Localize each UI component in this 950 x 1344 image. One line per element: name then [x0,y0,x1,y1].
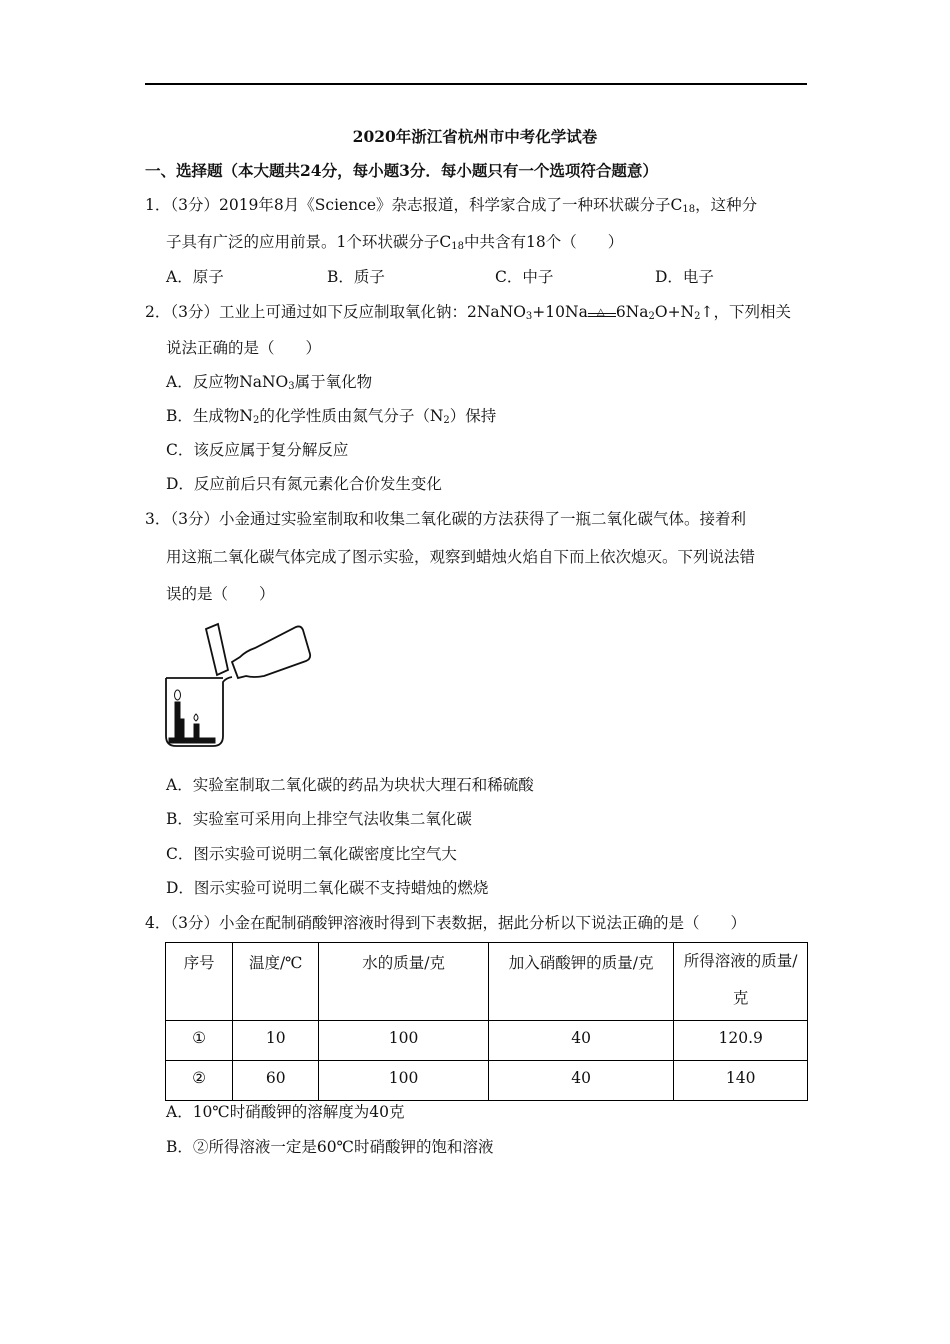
q4-option-b: B．②所得溶液一定是60℃时硝酸钾的饱和溶液 [166,1138,494,1156]
gas-jar-icon [206,624,310,678]
header-water-mass: 水的质量/克 [319,943,489,1021]
candle-icon [169,690,215,743]
row1-solution-mass: 120.9 [674,1021,808,1061]
q1-stem-line1: 1．（3分）2019年8月《Science》杂志报道，科学家合成了一种环状碳分子$C_{18}$，这种分 [145,196,758,215]
row2-kno3-mass: 40 [488,1061,673,1101]
row1-water-mass: 100 [319,1021,489,1061]
table-row [166,1061,808,1101]
co2-candle-experiment-figure [160,618,340,753]
q1-option-a: A．原子 [166,268,224,286]
q3-option-b: B．实验室可采用向上排空气法收集二氧化碳 [166,810,472,828]
table-row [166,1021,808,1061]
row1-kno3-mass: 40 [488,1021,673,1061]
row2-solution-mass: 140 [674,1061,808,1101]
q3-option-a: A．实验室制取二氧化碳的药品为块状大理石和稀硫酸 [166,776,534,794]
row2-temperature: 60 [233,1061,319,1101]
q3-stem-line2: 用这瓶二氧化碳气体完成了图示实验，观察到蜡烛火焰自下而上依次熄灭。下列说法错 [166,548,756,566]
section-heading: 一、选择题（本大题共24分，每小题3分．每小题只有一个选项符合题意） [145,161,658,180]
q1-option-c: C．中子 [495,268,554,286]
q1-option-b: B．质子 [327,268,385,286]
row1-index: ① [166,1021,233,1061]
exam-title: 2020年浙江省杭州市中考化学试卷 [352,127,598,146]
q1-option-d: D．电子 [655,268,714,286]
solubility-data-table [165,942,808,1101]
q2-option-a: A．反应物NaNO$_3$属于氧化物 [166,373,373,392]
header-solution-mass: 所得溶液的质量/ 克 [674,943,808,1021]
row1-temperature: 10 [233,1021,319,1061]
header-kno3-mass: 加入硝酸钾的质量/克 [488,943,673,1021]
q3-stem-line1: 3．（3分）小金通过实验室制取和收集二氧化碳的方法获得了一瓶二氧化碳气体。接着利 [145,510,746,528]
q2-option-d: D．反应前后只有氮元素化合价发生变化 [166,475,442,493]
row2-water-mass: 100 [319,1061,489,1101]
q2-option-b: B．生成物$N_2$的化学性质由氮气分子$(N_2)$保持 [166,407,497,426]
header-index: 序号 [166,943,233,1021]
q4-option-a: A．10℃时硝酸钾的溶解度为40克 [166,1103,405,1121]
q3-stem-line3: 误的是（ ） [166,585,275,603]
table-header-row [166,943,808,1021]
row2-index: ② [166,1061,233,1101]
q4-stem-line1: 4．（3分）小金在配制硝酸钾溶液时得到下表数据，据此分析以下说法正确的是（ ） [145,914,746,932]
q1-stem-line2: 子具有广泛的应用前景。1个环状碳分子$C_{18}$中共含有18个（ ） [166,233,624,252]
heating-condition: △ [588,304,616,317]
q2-option-c: C．该反应属于复分解反应 [166,441,349,459]
q3-option-c: C．图示实验可说明二氧化碳密度比空气大 [166,845,457,863]
q3-option-d: D．图示实验可说明二氧化碳不支持蜡烛的燃烧 [166,879,489,897]
q2-stem-line2: 说法正确的是（ ） [166,339,322,357]
header-rule [145,83,807,85]
q2-stem-line1: 2．（3分）工业上可通过如下反应制取氧化钠：2NaNO$_3$+10Na △ $6Na_2O+N_2↑$，下列相关 [145,303,791,322]
header-temperature: 温度/℃ [233,943,319,1021]
